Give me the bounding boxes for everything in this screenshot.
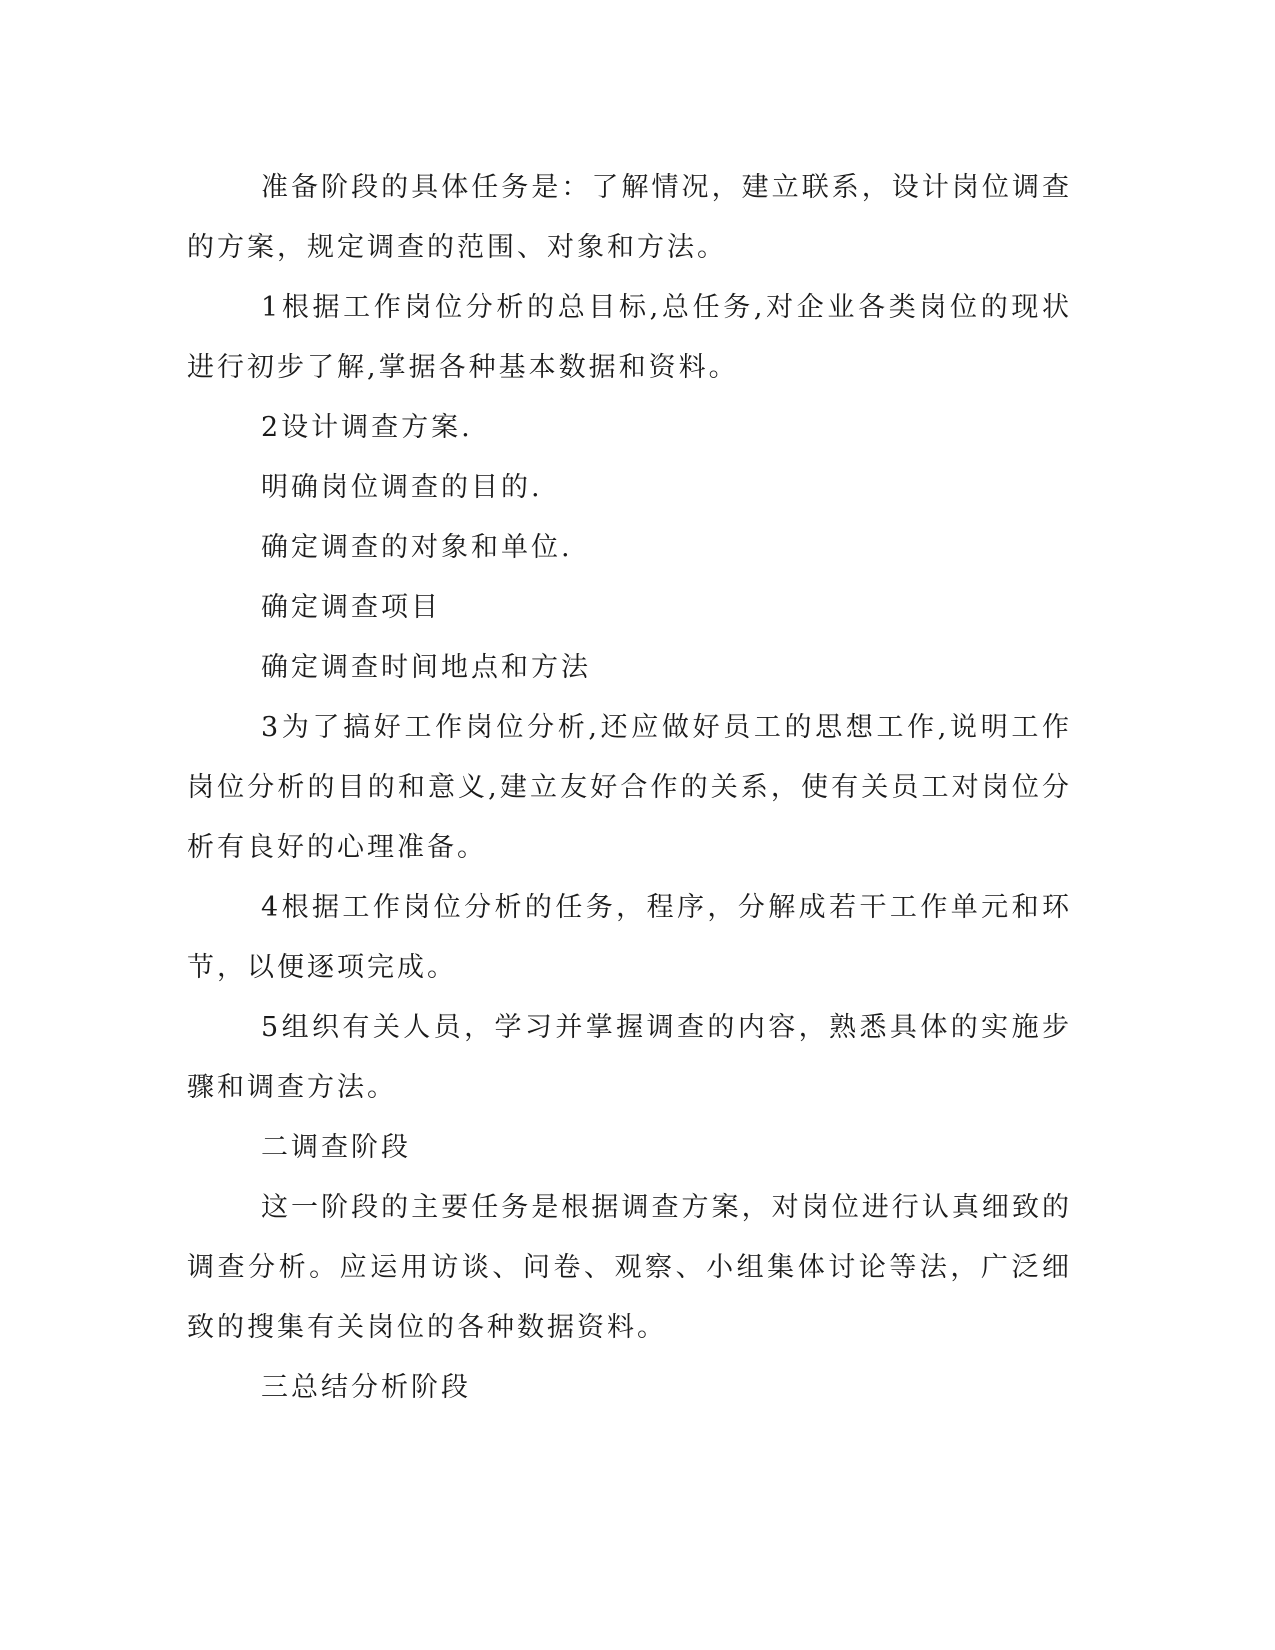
paragraph-step-3: 3为了搞好工作岗位分析,还应做好员工的思想工作,说明工作岗位分析的目的和意义,建立友好合作的关系，使有关员工对岗位分析有良好的心理准备。 xyxy=(187,712,1072,863)
section-heading-survey-stage: 二调查阶段 xyxy=(261,1132,411,1163)
paragraph-preparation-tasks: 准备阶段的具体任务是：了解情况，建立联系，设计岗位调查的方案，规定调查的范围、对象和方法。 xyxy=(187,172,1072,263)
paragraph-step-4: 4根据工作岗位分析的任务，程序，分解成若干工作单元和环节，以便逐项完成。 xyxy=(187,892,1072,983)
section-heading-summary-stage: 三总结分析阶段 xyxy=(261,1372,471,1403)
paragraph-survey-purpose: 明确岗位调查的目的. xyxy=(261,472,543,503)
paragraph-survey-stage-tasks: 这一阶段的主要任务是根据调查方案，对岗位进行认真细致的调查分析。应运用访谈、问卷、观察、小组集体讨论等法，广泛细致的搜集有关岗位的各种数据资料。 xyxy=(187,1192,1072,1343)
paragraph-survey-items: 确定调查项目 xyxy=(261,592,441,623)
paragraph-step-1: 1根据工作岗位分析的总目标,总任务,对企业各类岗位的现状进行初步了解,掌据各种基本数据和资料。 xyxy=(187,292,1072,383)
paragraph-survey-time-place-method: 确定调查时间地点和方法 xyxy=(261,652,591,683)
document-body xyxy=(187,158,1072,1418)
paragraph-step-2: 2设计调查方案. xyxy=(261,412,473,443)
paragraph-survey-objects: 确定调查的对象和单位. xyxy=(261,532,573,563)
paragraph-step-5: 5组织有关人员，学习并掌握调查的内容，熟悉具体的实施步骤和调查方法。 xyxy=(187,1012,1072,1103)
